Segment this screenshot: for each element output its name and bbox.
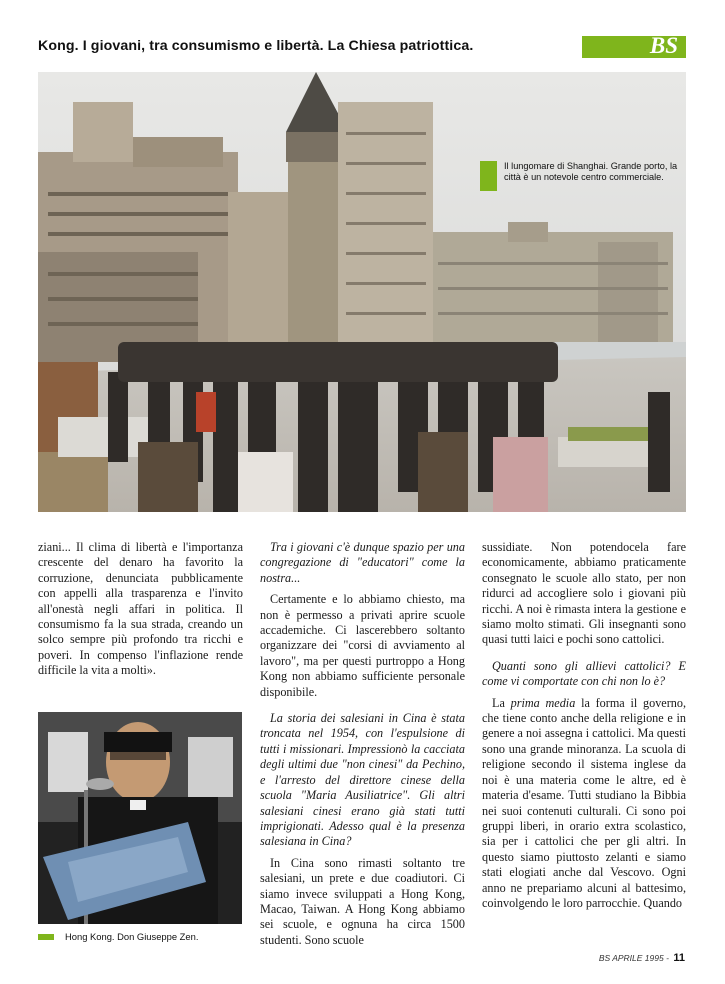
text-run: la forma il governo, che tiene conto anche della religione e in genere a noi assegna i cattolici. Ma questi sono una grande minoranza. La scuola di religione secondo il sistema inglese da noi è una materia come le altre, ed è materia d'esame. Tutti studiano la Bibbia nei suoi contenuti culturali. Ci sono poi gruppi liberi, in orario extra scolastico, sia per i cattolici che per gli altri. In questo siamo piuttosto zelanti e siamo stati elogiati anche dal Vescovo. Ogni anno ne prepariamo alcuni al battesimo, coinvolgendo le loro parrocchie. Quando [482, 695, 687, 910]
text-column-2 [260, 540, 465, 948]
header-title: Kong. I giovani, tra consumismo e libertà. La Chiesa patriottica. [38, 38, 474, 54]
text-column-1 [38, 540, 243, 679]
interview-question: La storia dei salesiani in Cina è stata troncata nel 1954, con l'espulsione di tutti i missionari. Impressionò la cacciata degli ultimi due "non cinesi" da Pechino, e l'arresto del direttore cinese della scuola "Maria Ausiliatrice". Gli altri salesiani cinesi erano già stati tutti imprigionati. Adesso qual è la presenza salesiana in Cina? [260, 711, 465, 849]
page-header [38, 33, 686, 60]
photo-shanghai-bund-illustration [38, 72, 686, 512]
paragraph: sussidiate. Non potendocela fare economicamente, abbiamo praticamente consegnato le scuole allo stato, per non ridurci ad accogliere solo i giovani più ricchi. A noi è rimasta intera la gestione e siamo molto stimati. Gli insegnanti sono quasi tutti laici e pochi sono cattolici. [482, 540, 686, 647]
photo-shanghai-bund [38, 72, 686, 512]
paragraph: ziani... Il clima di libertà e l'importanza crescente del denaro ha favorito la corruzione, denunciata pubblicamente con appelli alla trasparenza e l'invito all'onestà negli affari in politica. Il consumismo fa la sua strada, creando un solco sempre più profondo tra ricchi e poveri. In compenso l'inflazione rende difficile la vita a molti». [38, 540, 243, 678]
section-badge [582, 33, 686, 58]
photo-caption-top-text: Il lungomare di Shanghai. Grande porto, la città è un notevole centro commerciale. [504, 161, 678, 182]
interview-answer: In Cina sono rimasti soltanto tre salesiani, un prete e due coadiutori. Ci siamo invece sviluppati a Hong Kong, Macao, Taiwan. A Hong Kong abbiamo sei scuole, e ognuna ha circa 1500 studenti. Sono scuole [260, 855, 465, 947]
caption-marker [480, 161, 497, 191]
photo-caption-bottom-text: Hong Kong. Don Giuseppe Zen. [65, 931, 199, 942]
photo-don-giuseppe-zen [38, 712, 242, 924]
page-footer [599, 948, 685, 966]
magazine-issue: BS APRILE 1995 - [598, 953, 669, 963]
interview-answer [482, 696, 686, 912]
text-run: La [492, 695, 505, 710]
interview-answer: Certamente e lo abbiamo chiesto, ma non è permesso a privati aprire scuole accademiche. Ci lascerebbero soltanto organizzare dei "corsi di avviamento al lavoro", ma per questi purtroppo a Hong Kong non abbiamo sufficiente personale disponibile. [260, 592, 465, 699]
emphasis-prima-media: prima media [510, 695, 576, 710]
interview-question: Tra i giovani c'è dunque spazio per una congregazione di "educatori" come la nostra... [260, 540, 465, 585]
text-column-3 [482, 540, 686, 911]
section-badge-text: BS [649, 33, 678, 58]
interview-question: Quanti sono gli allievi cattolici? E come vi comportate con chi non lo è? [482, 658, 686, 689]
page-number: 11 [673, 952, 685, 964]
caption-marker [38, 934, 54, 940]
photo-don-giuseppe-zen-illustration [38, 712, 242, 924]
